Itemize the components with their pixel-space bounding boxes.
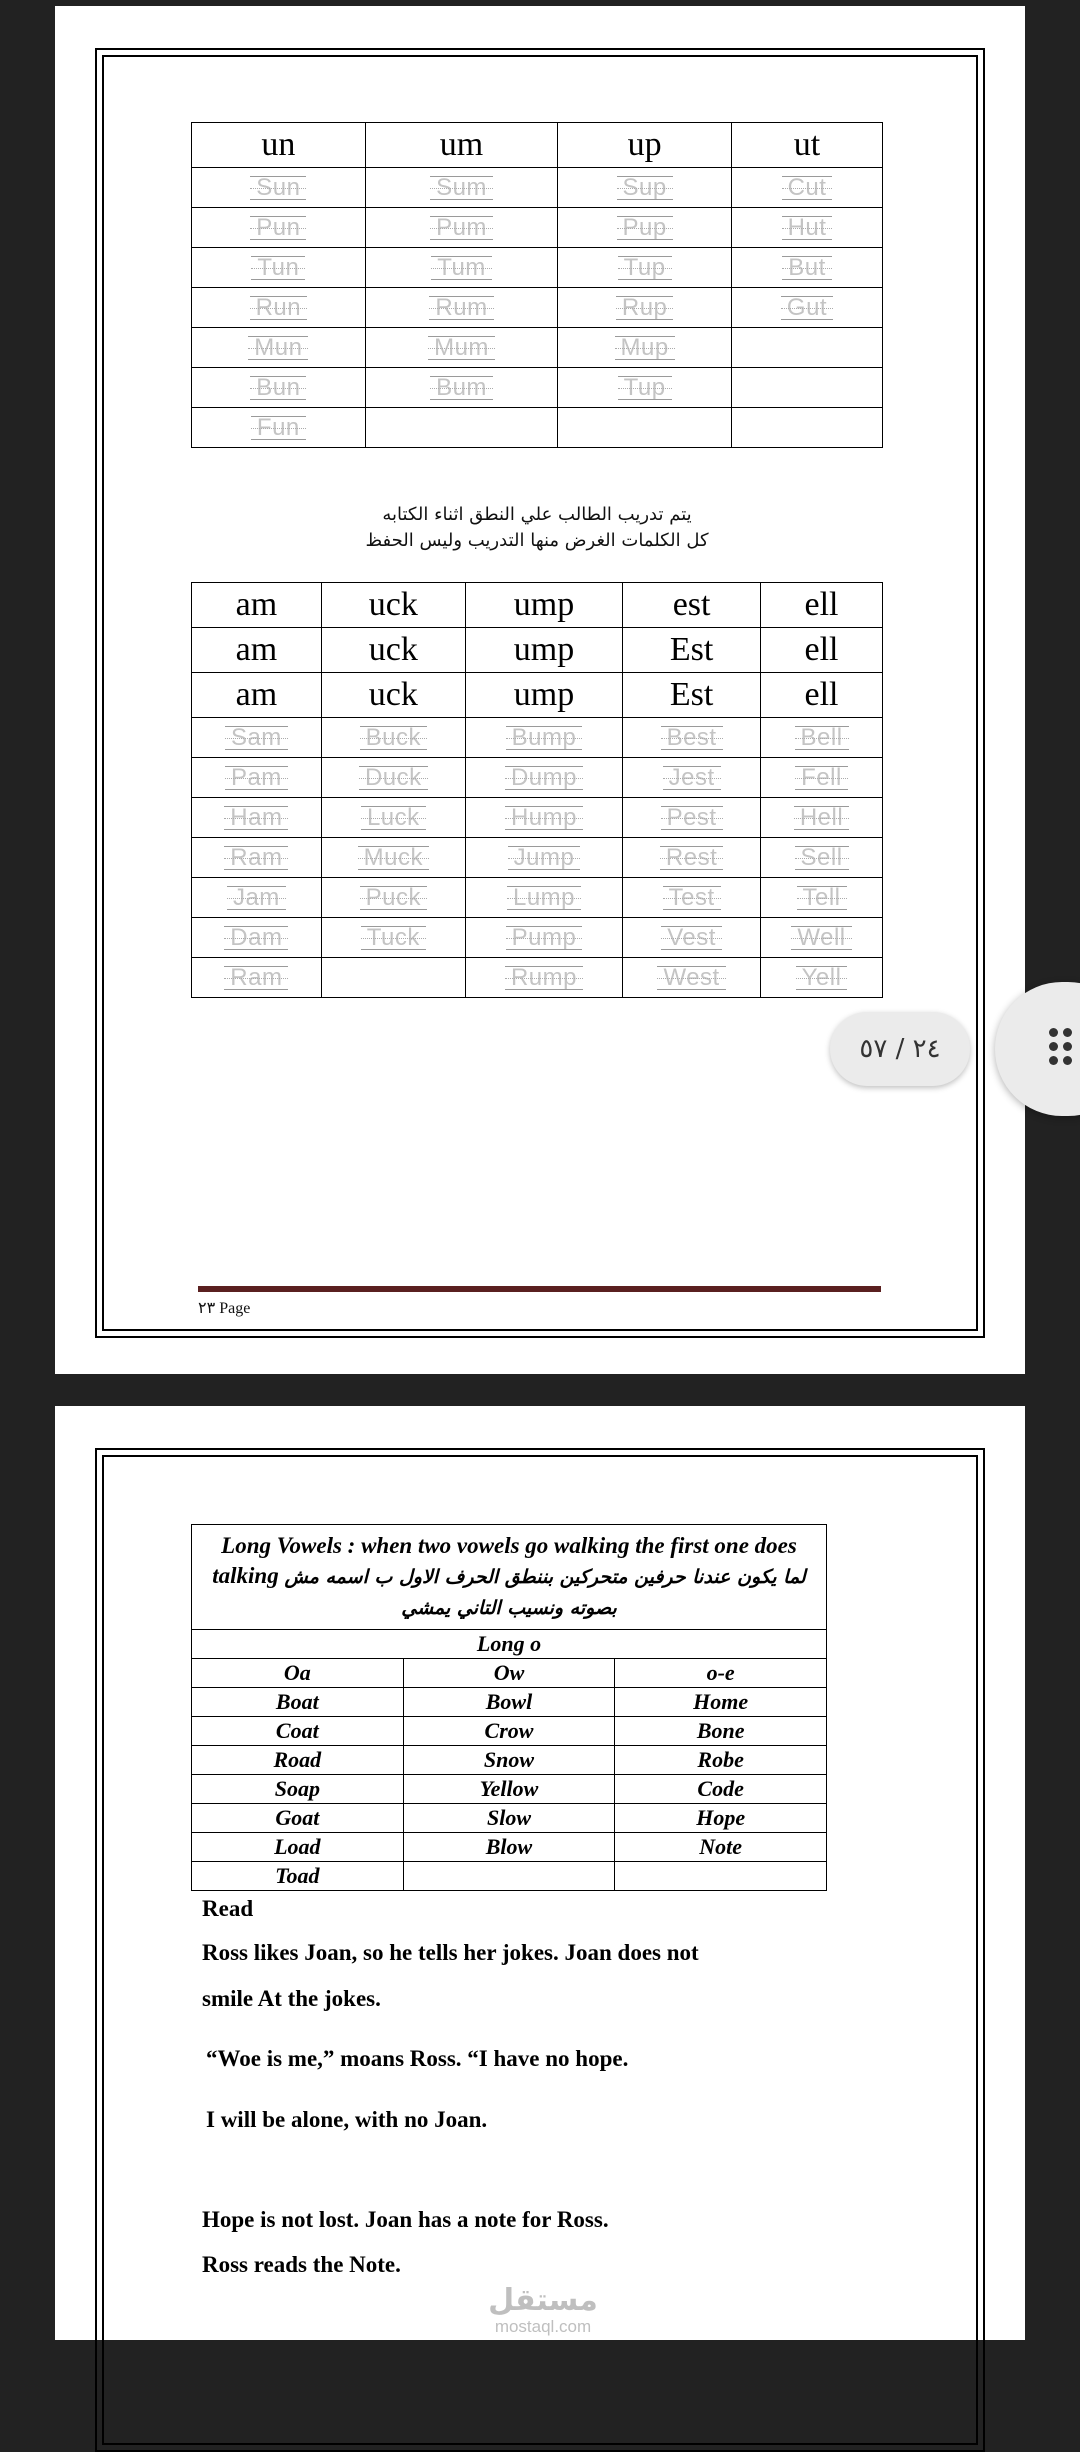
trace-word-text: Buck bbox=[365, 723, 421, 751]
trace-word bbox=[617, 173, 673, 203]
word-family-cell: am bbox=[192, 673, 322, 718]
trace-word-text: Sum bbox=[436, 173, 487, 201]
table-row bbox=[192, 288, 883, 328]
word-family-cell: uck bbox=[321, 628, 465, 673]
trace-word-text: Pest bbox=[666, 803, 717, 831]
word-family-cell: ell bbox=[761, 628, 883, 673]
trace-word bbox=[225, 723, 288, 753]
trace-word-text: Duck bbox=[364, 763, 422, 791]
trace-word-cell bbox=[365, 208, 558, 248]
word-family-cell: ell bbox=[761, 583, 883, 628]
trace-word bbox=[430, 213, 493, 243]
table-row bbox=[192, 1833, 827, 1862]
trace-word-cell bbox=[192, 958, 322, 998]
word-cell: Code bbox=[615, 1775, 827, 1804]
reading-line: Ross reads the Note. bbox=[202, 2252, 401, 2277]
trace-word bbox=[224, 803, 288, 833]
column-header: up bbox=[558, 123, 732, 168]
trace-word bbox=[508, 843, 581, 873]
trace-word-cell bbox=[761, 958, 883, 998]
word-cell: Hope bbox=[615, 1804, 827, 1833]
trace-word bbox=[251, 413, 306, 443]
trace-word bbox=[359, 763, 428, 793]
trace-word bbox=[661, 923, 722, 953]
trace-word bbox=[660, 843, 723, 873]
trace-word-text: Fun bbox=[256, 413, 300, 441]
trace-word-text: West bbox=[663, 963, 720, 991]
trace-word-cell bbox=[732, 288, 883, 328]
trace-word-text: Pump bbox=[511, 923, 577, 951]
trace-word-text: Bump bbox=[511, 723, 577, 751]
table-row bbox=[192, 1804, 827, 1833]
trace-word-text: Mun bbox=[254, 333, 303, 361]
trace-word-cell bbox=[623, 878, 761, 918]
table-row bbox=[192, 408, 883, 448]
trace-word-text: Luck bbox=[366, 803, 420, 831]
trace-word-cell bbox=[761, 878, 883, 918]
trace-word-cell bbox=[558, 408, 732, 448]
table-row bbox=[192, 798, 883, 838]
word-cell: Slow bbox=[403, 1804, 615, 1833]
table-row bbox=[192, 758, 883, 798]
trace-word-cell bbox=[321, 958, 465, 998]
trace-word-cell bbox=[365, 248, 558, 288]
word-cell bbox=[615, 1862, 827, 1891]
trace-word bbox=[505, 963, 583, 993]
table-row bbox=[192, 1688, 827, 1717]
reading-line: I will be alone, with no Joan. bbox=[206, 2107, 488, 2132]
trace-word bbox=[791, 923, 851, 953]
word-cell: Home bbox=[615, 1688, 827, 1717]
trace-word-cell bbox=[761, 838, 883, 878]
word-cell: Bone bbox=[615, 1717, 827, 1746]
trace-word-cell bbox=[623, 918, 761, 958]
trace-word-cell bbox=[192, 408, 366, 448]
trace-word-text: Tum bbox=[437, 253, 486, 281]
word-family-cell: ump bbox=[465, 673, 622, 718]
trace-word-text: Bum bbox=[436, 373, 487, 401]
trace-word-cell bbox=[761, 918, 883, 958]
trace-word bbox=[794, 803, 849, 833]
trace-word-text: Bun bbox=[256, 373, 301, 401]
trace-word-cell bbox=[192, 368, 366, 408]
trace-word-cell bbox=[192, 798, 322, 838]
reading-line: Ross likes Joan, so he tells her jokes. Joan does not bbox=[202, 1940, 699, 1965]
trace-word-cell bbox=[465, 918, 622, 958]
trace-word-text: Rup bbox=[621, 293, 668, 321]
trace-word-text: Rest bbox=[665, 843, 718, 871]
trace-word-cell bbox=[558, 328, 732, 368]
trace-word-text: Well bbox=[797, 923, 846, 951]
trace-word-cell bbox=[465, 838, 622, 878]
trace-word bbox=[782, 213, 833, 243]
word-family-cell: Est bbox=[623, 628, 761, 673]
trace-word-cell bbox=[465, 718, 622, 758]
trace-word-cell bbox=[365, 408, 558, 448]
word-family-cell: ump bbox=[465, 628, 622, 673]
trace-word-cell bbox=[321, 718, 465, 758]
table-intro bbox=[192, 1525, 827, 1630]
grip-dot-icon bbox=[1049, 1056, 1058, 1065]
trace-word bbox=[248, 333, 308, 363]
trace-word bbox=[663, 763, 721, 793]
trace-word-text: Mum bbox=[434, 333, 489, 361]
column-header: ut bbox=[732, 123, 883, 168]
trace-word-cell bbox=[192, 758, 322, 798]
table-row bbox=[192, 328, 883, 368]
trace-word-cell bbox=[558, 248, 732, 288]
trace-word-cell bbox=[465, 958, 622, 998]
word-cell: Snow bbox=[403, 1746, 615, 1775]
trace-word-text: Pum bbox=[436, 213, 487, 241]
trace-word bbox=[360, 883, 427, 913]
instruction-line: كل الكلمات الغرض منها التدريب وليس الحفظ bbox=[365, 530, 709, 551]
trace-word-text: Yell bbox=[801, 963, 842, 991]
trace-word bbox=[505, 803, 583, 833]
table-row bbox=[192, 248, 883, 288]
trace-word bbox=[224, 923, 288, 953]
table-row bbox=[192, 583, 883, 628]
trace-word-cell bbox=[321, 838, 465, 878]
trace-word-cell bbox=[623, 958, 761, 998]
trace-word-text: Sup bbox=[622, 173, 667, 201]
trace-word-text: Lump bbox=[512, 883, 576, 911]
column-header: un bbox=[192, 123, 366, 168]
trace-word-cell bbox=[192, 168, 366, 208]
trace-word-text: Tup bbox=[623, 253, 666, 281]
watermark-latin: mostaql.com bbox=[494, 2317, 592, 2336]
document-page-2 bbox=[55, 1406, 1025, 2340]
trace-word bbox=[430, 373, 493, 403]
grip-dot-icon bbox=[1049, 1028, 1058, 1037]
word-cell: Boat bbox=[192, 1688, 404, 1717]
trace-word-text: But bbox=[788, 253, 826, 281]
trace-word-text: Dump bbox=[510, 763, 577, 791]
word-cell: Road bbox=[192, 1746, 404, 1775]
trace-word-text: Muck bbox=[363, 843, 423, 871]
trace-word-text: Jam bbox=[232, 883, 280, 911]
trace-word bbox=[506, 723, 583, 753]
word-cell: Goat bbox=[192, 1804, 404, 1833]
trace-word-text: Sun bbox=[256, 173, 301, 201]
trace-word-cell bbox=[321, 878, 465, 918]
table-row bbox=[192, 1775, 827, 1804]
document-page-1 bbox=[55, 6, 1025, 1374]
trace-word-text: Jump bbox=[513, 843, 575, 871]
reading-line: smile At the jokes. bbox=[202, 1986, 381, 2011]
trace-word-cell bbox=[623, 718, 761, 758]
trace-word-cell bbox=[761, 758, 883, 798]
trace-word bbox=[360, 723, 427, 753]
trace-word-text: Best bbox=[666, 723, 717, 751]
trace-word-text: Mup bbox=[620, 333, 669, 361]
trace-word-cell bbox=[558, 288, 732, 328]
trace-word-cell bbox=[732, 368, 883, 408]
trace-word-text: Hump bbox=[510, 803, 577, 831]
trace-word bbox=[227, 883, 286, 913]
intro-arabic: لما يكون عندنا حرفين متحركين بننطق الحرف الاول ب اسمه مش بصوته ونسيب التاني يمشي bbox=[284, 1566, 806, 1619]
table-row bbox=[192, 838, 883, 878]
trace-word-text: Ram bbox=[230, 963, 283, 991]
trace-word-cell bbox=[623, 838, 761, 878]
column-header: Ow bbox=[403, 1659, 615, 1688]
word-cell: Note bbox=[615, 1833, 827, 1862]
trace-word-text: Fell bbox=[801, 763, 842, 791]
trace-word-cell bbox=[465, 798, 622, 838]
watermark-arabic: مستقل bbox=[488, 2283, 598, 2318]
column-header: Oa bbox=[192, 1659, 404, 1688]
trace-word bbox=[663, 883, 721, 913]
word-family-cell: ump bbox=[465, 583, 622, 628]
trace-word-cell bbox=[365, 328, 558, 368]
table-row bbox=[192, 1717, 827, 1746]
trace-word-text: Sam bbox=[230, 723, 282, 751]
trace-word-text: Sell bbox=[800, 843, 843, 871]
word-cell: Blow bbox=[403, 1833, 615, 1862]
trace-word bbox=[358, 843, 429, 873]
trace-word-text: Gut bbox=[786, 293, 828, 321]
trace-word-text: Bell bbox=[800, 723, 843, 751]
word-cell: Crow bbox=[403, 1717, 615, 1746]
column-header: um bbox=[365, 123, 558, 168]
trace-word bbox=[796, 963, 848, 993]
trace-word-cell bbox=[321, 918, 465, 958]
trace-word bbox=[431, 253, 492, 283]
table-row bbox=[192, 718, 883, 758]
trace-word bbox=[661, 723, 723, 753]
table-row bbox=[192, 1862, 827, 1891]
trace-word-cell bbox=[192, 838, 322, 878]
trace-word-text: Test bbox=[668, 883, 715, 911]
trace-word-text: Tup bbox=[623, 373, 666, 401]
trace-word-text: Jest bbox=[668, 763, 715, 791]
watermark bbox=[473, 2284, 613, 2336]
trace-word bbox=[795, 843, 849, 873]
page-footer: ٢٣ Page bbox=[198, 1300, 251, 1317]
grip-dot-icon bbox=[1063, 1028, 1072, 1037]
reading-line: “Woe is me,” moans Ross. “I have no hope. bbox=[206, 2046, 629, 2071]
trace-word-text: Ham bbox=[230, 803, 283, 831]
trace-word-text: Rum bbox=[435, 293, 488, 321]
trace-word-cell bbox=[192, 328, 366, 368]
table-row bbox=[192, 878, 883, 918]
trace-word-text: Pup bbox=[622, 213, 667, 241]
trace-word-cell bbox=[623, 758, 761, 798]
trace-word-cell bbox=[623, 798, 761, 838]
trace-word-text: Vest bbox=[667, 923, 716, 951]
trace-word bbox=[615, 333, 675, 363]
reading-line: Hope is not lost. Joan has a note for Ross. bbox=[202, 2207, 609, 2232]
word-cell: Load bbox=[192, 1833, 404, 1862]
trace-word-text: Tun bbox=[257, 253, 300, 281]
trace-word bbox=[661, 803, 723, 833]
trace-word-cell bbox=[761, 798, 883, 838]
trace-word-text: Pam bbox=[230, 763, 282, 791]
trace-word bbox=[361, 923, 426, 953]
word-family-cell: uck bbox=[321, 583, 465, 628]
trace-word-cell bbox=[732, 328, 883, 368]
table-row bbox=[192, 673, 883, 718]
trace-word bbox=[250, 293, 308, 323]
trace-word bbox=[251, 253, 305, 283]
word-cell: Bowl bbox=[403, 1688, 615, 1717]
trace-word-text: Dam bbox=[230, 923, 283, 951]
trace-word bbox=[782, 253, 832, 283]
trace-word bbox=[224, 963, 288, 993]
trace-word-text: Cut bbox=[787, 173, 827, 201]
trace-word bbox=[225, 763, 288, 793]
word-cell bbox=[403, 1862, 615, 1891]
trace-word bbox=[618, 373, 672, 403]
trace-word-text: Puck bbox=[365, 883, 421, 911]
trace-word-text: Rump bbox=[510, 963, 577, 991]
trace-word-cell bbox=[761, 718, 883, 758]
word-family-cell: est bbox=[623, 583, 761, 628]
trace-word-cell bbox=[732, 208, 883, 248]
trace-word bbox=[782, 173, 833, 203]
trace-word bbox=[797, 883, 847, 913]
trace-word bbox=[361, 803, 426, 833]
long-vowels-table bbox=[191, 1524, 827, 1891]
trace-word-cell bbox=[321, 758, 465, 798]
trace-word-text: Pun bbox=[256, 213, 301, 241]
trace-word-cell bbox=[192, 718, 322, 758]
grip-dot-icon bbox=[1049, 1042, 1058, 1051]
trace-word bbox=[795, 763, 848, 793]
intro-english: Long Vowels : when two vowels go walking the first one does talking bbox=[212, 1533, 797, 1588]
trace-word-cell bbox=[732, 408, 883, 448]
trace-word-text: Hell bbox=[799, 803, 844, 831]
trace-word bbox=[616, 293, 674, 323]
trace-word-cell bbox=[365, 168, 558, 208]
trace-word-cell bbox=[465, 758, 622, 798]
instruction-line: يتم تدريب الطالب علي النطق اثناء الكتابه bbox=[382, 504, 692, 525]
trace-word bbox=[430, 173, 493, 203]
trace-word-cell bbox=[192, 878, 322, 918]
trace-word-cell bbox=[558, 368, 732, 408]
table-row bbox=[192, 368, 883, 408]
footer-rule bbox=[198, 1286, 881, 1292]
word-cell: Toad bbox=[192, 1862, 404, 1891]
word-family-cell: uck bbox=[321, 673, 465, 718]
trace-word bbox=[657, 963, 725, 993]
trace-word-cell bbox=[192, 918, 322, 958]
trace-word bbox=[507, 883, 581, 913]
trace-word bbox=[617, 213, 673, 243]
trace-word bbox=[429, 293, 493, 323]
trace-word-cell bbox=[732, 168, 883, 208]
trace-word-cell bbox=[365, 288, 558, 328]
table-row bbox=[192, 168, 883, 208]
trace-word bbox=[781, 293, 833, 323]
word-family-cell: am bbox=[192, 583, 322, 628]
table-row bbox=[192, 918, 883, 958]
trace-word bbox=[250, 373, 306, 403]
grip-dot-icon bbox=[1063, 1042, 1072, 1051]
trace-word-cell bbox=[192, 248, 366, 288]
trace-word-cell bbox=[192, 208, 366, 248]
trace-word-cell bbox=[732, 248, 883, 288]
trace-word-text: Tuck bbox=[366, 923, 420, 951]
grip-dot-icon bbox=[1063, 1056, 1072, 1065]
trace-word bbox=[795, 723, 849, 753]
word-cell: Soap bbox=[192, 1775, 404, 1804]
table-row bbox=[192, 628, 883, 673]
trace-word-cell bbox=[558, 168, 732, 208]
section-title: Long o bbox=[192, 1630, 827, 1659]
word-family-cell: ell bbox=[761, 673, 883, 718]
trace-word-cell bbox=[365, 368, 558, 408]
trace-word-text: Tell bbox=[802, 883, 841, 911]
trace-word-text: Run bbox=[255, 293, 302, 321]
trace-word bbox=[224, 843, 288, 873]
word-cell: Yellow bbox=[403, 1775, 615, 1804]
trace-word bbox=[505, 763, 583, 793]
table-row bbox=[192, 208, 883, 248]
trace-word bbox=[618, 253, 672, 283]
trace-word-text: Ram bbox=[230, 843, 283, 871]
page-indicator: ٢٤ / ٥٧ bbox=[830, 1012, 970, 1086]
trace-word-cell bbox=[465, 878, 622, 918]
word-cell: Coat bbox=[192, 1717, 404, 1746]
word-cell: Robe bbox=[615, 1746, 827, 1775]
trace-word bbox=[428, 333, 495, 363]
reading-heading: Read bbox=[202, 1896, 254, 1921]
trace-word-cell bbox=[321, 798, 465, 838]
trace-word-text: Hut bbox=[787, 213, 827, 241]
trace-word-cell bbox=[558, 208, 732, 248]
word-family-table-1 bbox=[191, 122, 883, 448]
trace-word bbox=[506, 923, 583, 953]
table-row bbox=[192, 1746, 827, 1775]
table-row bbox=[192, 958, 883, 998]
trace-word bbox=[250, 213, 306, 243]
column-header: o-e bbox=[615, 1659, 827, 1688]
word-family-cell: Est bbox=[623, 673, 761, 718]
trace-word-cell bbox=[192, 288, 366, 328]
trace-word bbox=[250, 173, 306, 203]
word-family-cell: am bbox=[192, 628, 322, 673]
word-family-table-2 bbox=[191, 582, 883, 998]
